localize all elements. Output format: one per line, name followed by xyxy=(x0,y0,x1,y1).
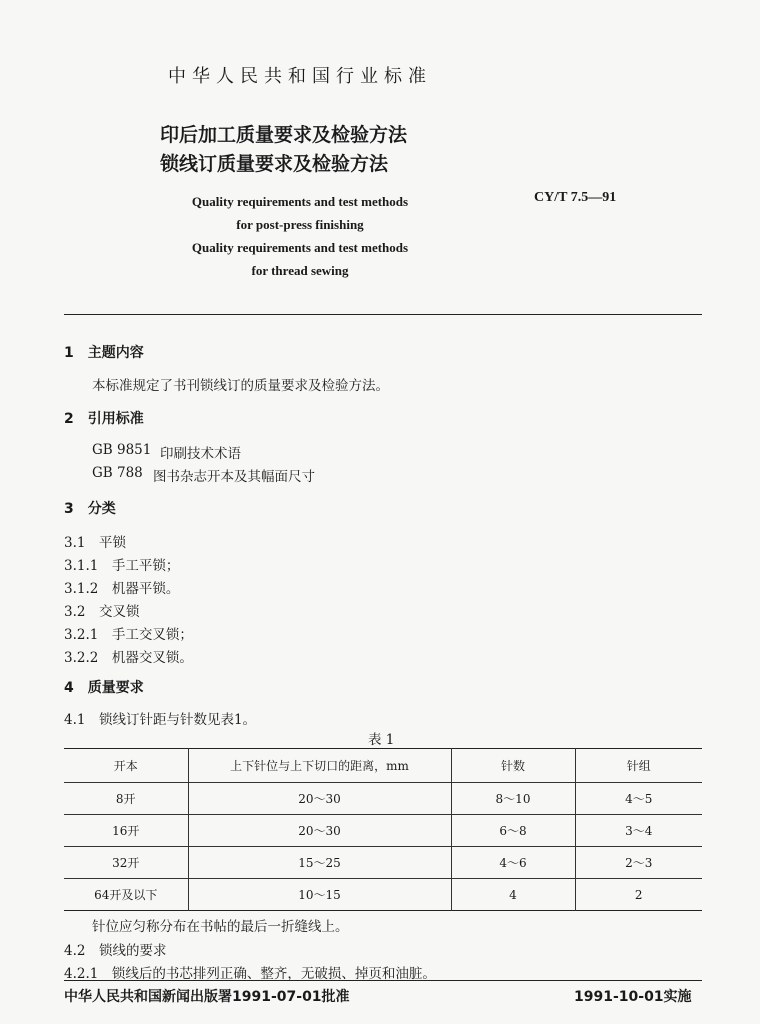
table-cell: 4 xyxy=(451,879,575,911)
header-format: 开本 xyxy=(64,749,188,783)
table-cell: 2 xyxy=(575,879,702,911)
table-cell: 15～25 xyxy=(188,847,451,879)
table-cell: 20～30 xyxy=(188,783,451,815)
classification-item: 3.2 交叉锁 xyxy=(64,604,140,620)
classification-item: 3.1.2 机器平锁。 xyxy=(64,581,180,597)
header-rule xyxy=(64,314,702,315)
footer-approval: 中华人民共和国新闻出版署1991-07-01批准 xyxy=(64,989,350,1005)
footer-effective-date: 1991-10-01实施 xyxy=(574,989,692,1005)
table-cell: 4～5 xyxy=(575,783,702,815)
item-4-2: 4.2 锁线的要求 xyxy=(64,943,167,959)
title-en-line-2: for post-press finishing xyxy=(236,217,364,232)
table-cell: 8开 xyxy=(64,783,188,815)
table-cell: 2～3 xyxy=(575,847,702,879)
table-cell: 20～30 xyxy=(188,815,451,847)
table-header-row xyxy=(64,749,702,783)
reference-name-1: 印刷技术术语 xyxy=(160,446,241,462)
table-cell: 4～6 xyxy=(451,847,575,879)
header-stitch-count: 针数 xyxy=(451,749,575,783)
table-caption: 表 1 xyxy=(368,732,395,748)
table-row xyxy=(64,815,702,847)
table-row xyxy=(64,879,702,911)
title-en-line-4: for thread sewing xyxy=(251,263,349,278)
standard-code: CY/T 7.5—91 xyxy=(534,190,617,205)
section-1-text: 本标准规定了书刊锁线订的质量要求及检验方法。 xyxy=(92,378,389,394)
title-en-line-3: Quality requirements and test methods xyxy=(191,240,409,255)
table-row xyxy=(64,847,702,879)
table-note: 针位应匀称分布在书帖的最后一折缝线上。 xyxy=(92,919,349,935)
reference-code-1: GB 9851 xyxy=(92,442,152,458)
title-cn-line-1: 印后加工质量要求及检验方法 xyxy=(160,124,408,146)
table-cell: 3～4 xyxy=(575,815,702,847)
classification-item: 3.2.2 机器交叉锁。 xyxy=(64,650,193,666)
title-en-line-1: Quality requirements and test methods xyxy=(191,194,409,209)
footer-rule xyxy=(64,980,702,981)
item-4-2-1: 4.2.1 锁线后的书芯排列正确、整齐，无破损、掉页和油脏。 xyxy=(64,966,436,982)
section-3-heading: 3 分类 xyxy=(64,501,116,517)
table-row xyxy=(64,783,702,815)
classification-item: 3.2.1 手工交叉锁； xyxy=(64,627,193,643)
classification-item: 3.1 平锁 xyxy=(64,535,126,551)
table-cell: 8～10 xyxy=(451,783,575,815)
section-1-heading: 1 主题内容 xyxy=(64,345,144,361)
reference-code-2: GB 788 xyxy=(92,465,143,481)
table-cell: 6～8 xyxy=(451,815,575,847)
section-4-heading: 4 质量要求 xyxy=(64,680,144,696)
document-header: 中华人民共和国行业标准 xyxy=(168,66,432,87)
table-cell: 10～15 xyxy=(188,879,451,911)
title-cn-line-2: 锁线订质量要求及检验方法 xyxy=(160,153,389,175)
reference-name-2: 图书杂志开本及其幅面尺寸 xyxy=(153,469,315,485)
needle-spacing-table xyxy=(64,748,702,911)
table-cell: 64开及以下 xyxy=(64,879,188,911)
table-cell: 32开 xyxy=(64,847,188,879)
section-2-heading: 2 引用标准 xyxy=(64,411,144,427)
header-stitch-group: 针组 xyxy=(575,749,702,783)
item-4-1: 4.1 锁线订针距与针数见表1。 xyxy=(64,712,257,728)
table-cell: 16开 xyxy=(64,815,188,847)
classification-item: 3.1.1 手工平锁； xyxy=(64,558,180,574)
header-distance: 上下针位与上下切口的距离，mm xyxy=(188,749,451,783)
